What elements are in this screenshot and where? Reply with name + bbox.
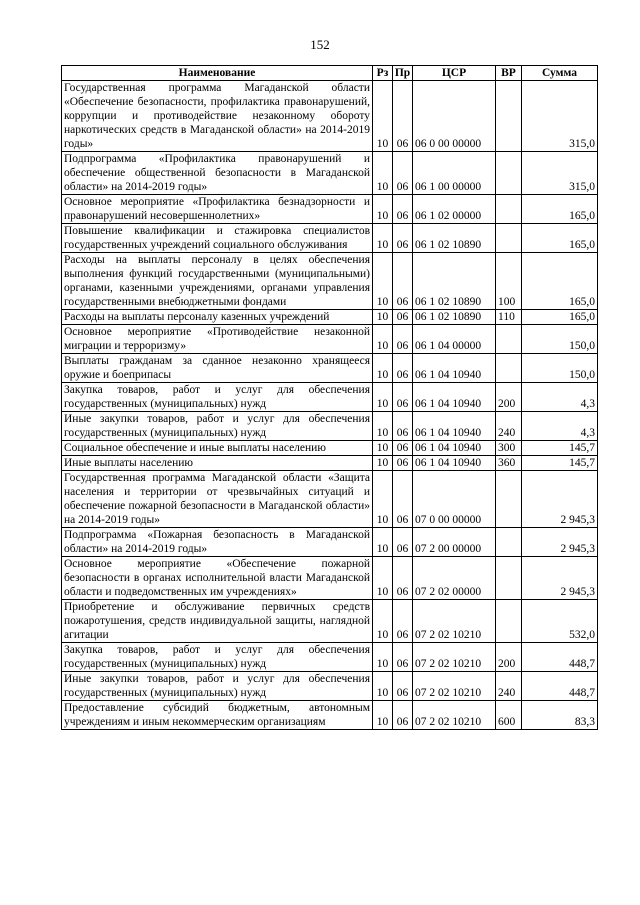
table-row xyxy=(62,471,598,528)
table-row xyxy=(62,528,598,557)
table-row xyxy=(62,412,598,441)
row-rz: 10 xyxy=(373,600,393,643)
row-pr: 06 xyxy=(393,195,413,224)
column-header-rz: Рз xyxy=(373,66,393,81)
table-row xyxy=(62,354,598,383)
row-pr: 06 xyxy=(393,383,413,412)
row-sum: 315,0 xyxy=(522,152,598,195)
row-sum: 315,0 xyxy=(522,81,598,152)
table-header xyxy=(62,66,598,81)
row-name: Основное мероприятие «Профилактика безнадзорности и правонарушений несовершеннолетних» xyxy=(62,195,373,224)
row-csr: 06 1 04 10940 xyxy=(413,441,496,456)
row-name: Закупка товаров, работ и услуг для обеспечения государственных (муниципальных) нужд xyxy=(62,643,373,672)
budget-table xyxy=(61,65,598,730)
row-rz: 10 xyxy=(373,672,393,701)
row-rz: 10 xyxy=(373,471,393,528)
row-vr: 200 xyxy=(496,383,522,412)
row-csr: 06 1 04 00000 xyxy=(413,325,496,354)
row-rz: 10 xyxy=(373,354,393,383)
row-rz: 10 xyxy=(373,81,393,152)
row-pr: 06 xyxy=(393,224,413,253)
table-body xyxy=(62,81,598,730)
row-pr: 06 xyxy=(393,701,413,730)
table-row xyxy=(62,456,598,471)
row-pr: 06 xyxy=(393,643,413,672)
row-csr: 06 1 04 10940 xyxy=(413,354,496,383)
row-sum: 448,7 xyxy=(522,672,598,701)
row-vr: 240 xyxy=(496,672,522,701)
row-csr: 07 2 02 10210 xyxy=(413,672,496,701)
row-csr: 06 1 04 10940 xyxy=(413,412,496,441)
row-name: Расходы на выплаты персоналу в целях обеспечения выполнения функций государственными (муниципальными) органами, казенными учреждениями, органами управления государственными внебюджетными фондами xyxy=(62,253,373,310)
row-sum: 165,0 xyxy=(522,224,598,253)
row-vr xyxy=(496,354,522,383)
row-name: Закупка товаров, работ и услуг для обеспечения государственных (муниципальных) нужд xyxy=(62,383,373,412)
row-rz: 10 xyxy=(373,253,393,310)
row-rz: 10 xyxy=(373,325,393,354)
row-vr: 600 xyxy=(496,701,522,730)
row-csr: 06 0 00 00000 xyxy=(413,81,496,152)
row-name: Основное мероприятие «Противодействие незаконной миграции и терроризму» xyxy=(62,325,373,354)
header-row xyxy=(62,66,598,81)
row-vr: 200 xyxy=(496,643,522,672)
row-pr: 06 xyxy=(393,600,413,643)
row-sum: 448,7 xyxy=(522,643,598,672)
row-sum: 150,0 xyxy=(522,354,598,383)
column-header-csr: ЦСР xyxy=(413,66,496,81)
row-name: Подпрограмма «Профилактика правонарушений и обеспечение общественной безопасности в Магаданской области» на 2014-2019 годы» xyxy=(62,152,373,195)
row-pr: 06 xyxy=(393,672,413,701)
row-name: Предоставление субсидий бюджетным, автономным учреждениям и иным некоммерческим организациям xyxy=(62,701,373,730)
row-name: Выплаты гражданам за сданное незаконно хранящееся оружие и боеприпасы xyxy=(62,354,373,383)
row-rz: 10 xyxy=(373,383,393,412)
row-pr: 06 xyxy=(393,310,413,325)
row-sum: 4,3 xyxy=(522,383,598,412)
column-header-sum: Сумма xyxy=(522,66,598,81)
row-csr: 06 1 02 10890 xyxy=(413,224,496,253)
row-vr: 110 xyxy=(496,310,522,325)
row-csr: 07 2 02 10210 xyxy=(413,701,496,730)
table-row xyxy=(62,672,598,701)
column-header-name: Наименование xyxy=(62,66,373,81)
table-row xyxy=(62,557,598,600)
row-vr: 360 xyxy=(496,456,522,471)
row-csr: 06 1 02 10890 xyxy=(413,310,496,325)
row-sum: 165,0 xyxy=(522,310,598,325)
row-name: Иные закупки товаров, работ и услуг для обеспечения государственных (муниципальных) нужд xyxy=(62,672,373,701)
row-name: Государственная программа Магаданской области «Обеспечение безопасности, профилактика правонарушений, коррупции и противодействие незаконному обороту наркотических средств в Магаданской области» на 2014-2019 годы» xyxy=(62,81,373,152)
row-pr: 06 xyxy=(393,81,413,152)
row-sum: 83,3 xyxy=(522,701,598,730)
row-pr: 06 xyxy=(393,441,413,456)
row-rz: 10 xyxy=(373,195,393,224)
page-number: 152 xyxy=(310,37,330,52)
row-pr: 06 xyxy=(393,412,413,441)
row-vr xyxy=(496,600,522,643)
row-sum: 145,7 xyxy=(522,441,598,456)
row-sum: 165,0 xyxy=(522,253,598,310)
row-rz: 10 xyxy=(373,528,393,557)
row-csr: 07 2 02 10210 xyxy=(413,600,496,643)
row-name: Государственная программа Магаданской области «Защита населения и территории от чрезвычайных ситуаций и обеспечение пожарной безопасности в Магаданской области» на 2014-2019 годы» xyxy=(62,471,373,528)
table-row xyxy=(62,310,598,325)
row-rz: 10 xyxy=(373,152,393,195)
row-pr: 06 xyxy=(393,325,413,354)
table-row xyxy=(62,253,598,310)
row-vr xyxy=(496,471,522,528)
row-sum: 150,0 xyxy=(522,325,598,354)
row-vr xyxy=(496,195,522,224)
row-csr: 06 1 00 00000 xyxy=(413,152,496,195)
row-vr: 240 xyxy=(496,412,522,441)
row-rz: 10 xyxy=(373,701,393,730)
row-sum: 145,7 xyxy=(522,456,598,471)
row-sum: 4,3 xyxy=(522,412,598,441)
row-vr xyxy=(496,325,522,354)
row-pr: 06 xyxy=(393,253,413,310)
row-rz: 10 xyxy=(373,456,393,471)
row-csr: 06 1 02 00000 xyxy=(413,195,496,224)
row-vr xyxy=(496,528,522,557)
table-row xyxy=(62,325,598,354)
row-csr: 07 2 02 00000 xyxy=(413,557,496,600)
row-pr: 06 xyxy=(393,456,413,471)
row-csr: 06 1 04 10940 xyxy=(413,456,496,471)
row-rz: 10 xyxy=(373,441,393,456)
row-rz: 10 xyxy=(373,557,393,600)
row-rz: 10 xyxy=(373,643,393,672)
row-name: Иные выплаты населению xyxy=(62,456,373,471)
row-csr: 07 0 00 00000 xyxy=(413,471,496,528)
table-row xyxy=(62,701,598,730)
row-csr: 07 2 00 00000 xyxy=(413,528,496,557)
row-name: Подпрограмма «Пожарная безопасность в Магаданской области» на 2014-2019 годы» xyxy=(62,528,373,557)
row-name: Иные закупки товаров, работ и услуг для обеспечения государственных (муниципальных) нужд xyxy=(62,412,373,441)
table-row xyxy=(62,383,598,412)
row-pr: 06 xyxy=(393,557,413,600)
table-row xyxy=(62,152,598,195)
column-header-pr: Пр xyxy=(393,66,413,81)
table-row xyxy=(62,195,598,224)
table-row xyxy=(62,600,598,643)
row-sum: 2 945,3 xyxy=(522,471,598,528)
table-row xyxy=(62,81,598,152)
row-sum: 165,0 xyxy=(522,195,598,224)
row-rz: 10 xyxy=(373,310,393,325)
table-row xyxy=(62,643,598,672)
row-sum: 2 945,3 xyxy=(522,528,598,557)
row-name: Повышение квалификации и стажировка специалистов государственных учреждений социального обслуживания xyxy=(62,224,373,253)
row-pr: 06 xyxy=(393,152,413,195)
row-csr: 06 1 02 10890 xyxy=(413,253,496,310)
row-vr: 300 xyxy=(496,441,522,456)
row-name: Основное мероприятие «Обеспечение пожарной безопасности в органах исполнительной власти Магаданской области и подведомственных им учреждениях» xyxy=(62,557,373,600)
row-vr xyxy=(496,557,522,600)
row-name: Расходы на выплаты персоналу казенных учреждений xyxy=(62,310,373,325)
row-vr: 100 xyxy=(496,253,522,310)
row-sum: 532,0 xyxy=(522,600,598,643)
row-vr xyxy=(496,81,522,152)
row-pr: 06 xyxy=(393,354,413,383)
row-rz: 10 xyxy=(373,224,393,253)
row-csr: 07 2 02 10210 xyxy=(413,643,496,672)
table-row xyxy=(62,441,598,456)
row-csr: 06 1 04 10940 xyxy=(413,383,496,412)
row-pr: 06 xyxy=(393,528,413,557)
table-row xyxy=(62,224,598,253)
row-vr xyxy=(496,224,522,253)
row-vr xyxy=(496,152,522,195)
column-header-vr: ВР xyxy=(496,66,522,81)
row-name: Социальное обеспечение и иные выплаты населению xyxy=(62,441,373,456)
row-sum: 2 945,3 xyxy=(522,557,598,600)
row-rz: 10 xyxy=(373,412,393,441)
row-name: Приобретение и обслуживание первичных средств пожаротушения, средств индивидуальной защиты, наглядной агитации xyxy=(62,600,373,643)
row-pr: 06 xyxy=(393,471,413,528)
